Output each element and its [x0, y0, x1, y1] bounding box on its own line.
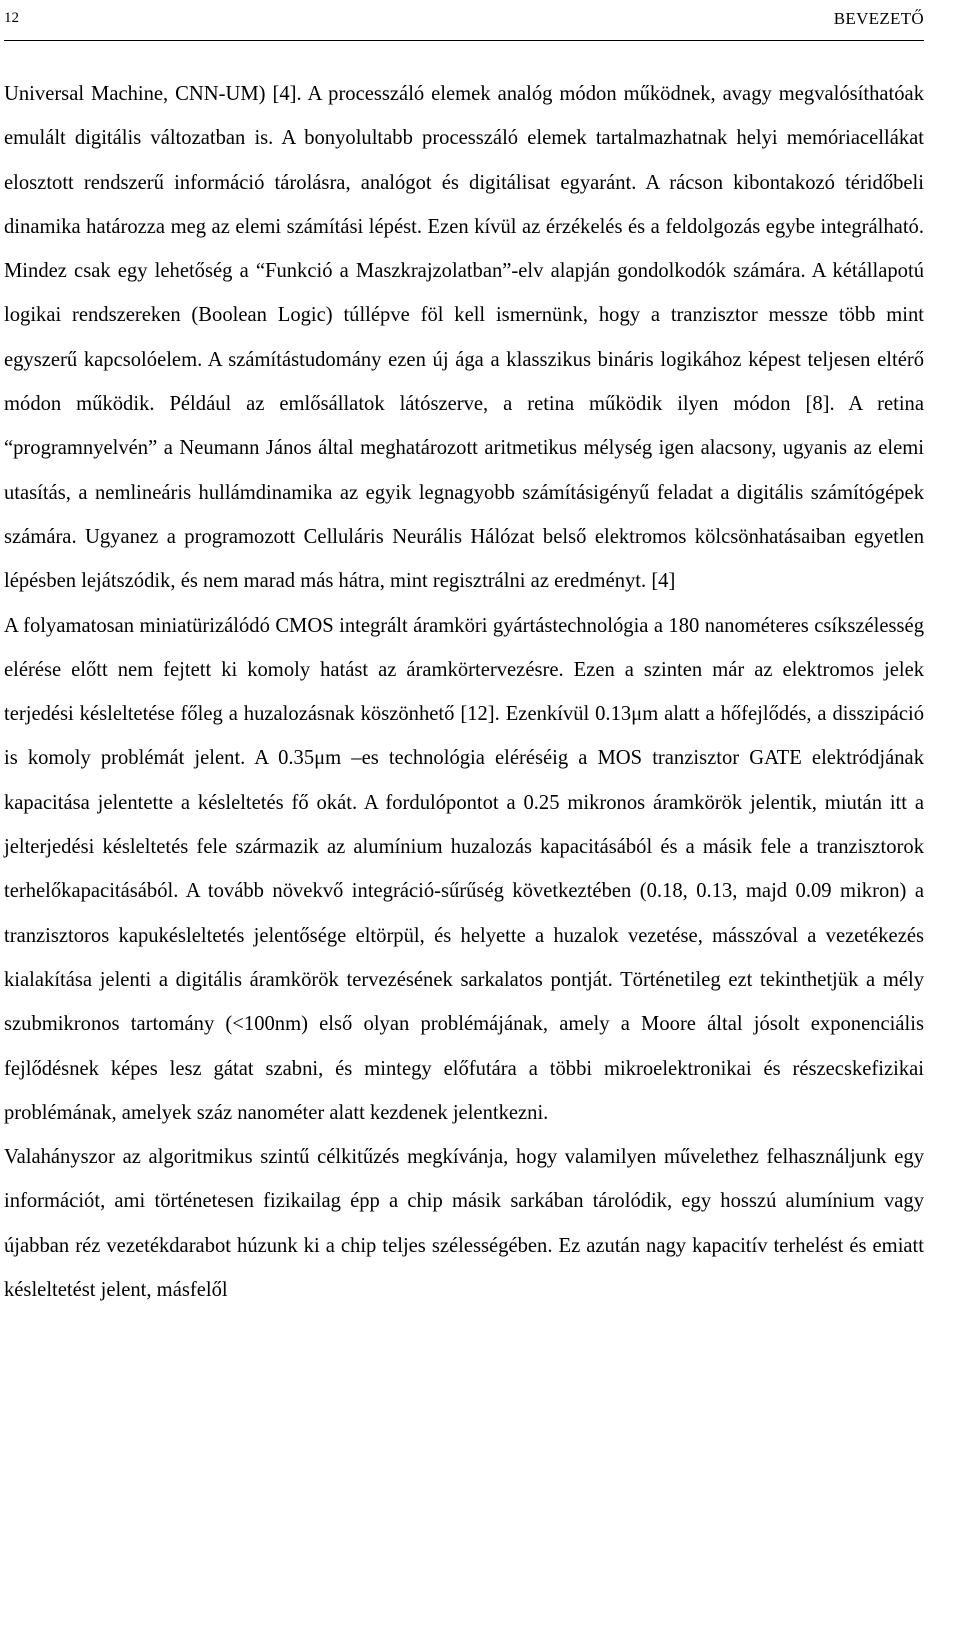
paragraph-1: Universal Machine, CNN-UM) [4]. A processzáló elemek analóg módon működnek, avagy megvalósíthatóak emulált digitális változatban is. A bonyolultabb processzáló elemek tartalmazhatnak helyi memóriacellákat elosztott rendszerű információ tárolásra, analógot és digitálisat egyaránt. A rácson kibontakozó téridőbeli dinamika határozza meg az elemi számítási lépést. Ezen kívül az érzékelés és a feldolgozás egybe integrálható. Mindez csak egy lehetőség a “Funkció a Maszkrajzolatban”-elv alapján gondolkodók számára. A kétállapotú logikai rendszereken (Boolean Logic) túllépve föl kell ismernünk, hogy a tranzisztor messze több mint egyszerű kapcsolóelem. A számítástudomány ezen új ága a klasszikus bináris logikához képest teljesen eltérő módon működik. Például az emlősállatok látószerve, a retina működik ilyen módon [8]. A retina “programnyelvén” a Neumann János által meghatározott aritmetikus mélység igen alacsony, ugyanis az elemi utasítás, a nemlineáris hullámdinamika az egyik legnagyobb számításigényű feladat a digitális számítógépek számára. Ugyanez a programozott Celluláris Neurális Hálózat belső elektromos kölcsönhatásaiban egyetlen lépésben lejátszódik, és nem marad más hátra, mint regisztrálni az eredményt. [4]: [4, 83, 924, 593]
running-head: BEVEZETŐ: [833, 9, 924, 28]
body-text: [4, 72, 924, 1312]
page-header: [4, 4, 924, 41]
paragraph-3: Valahányszor az algoritmikus szintű célkitűzés megkívánja, hogy valamilyen művelethez felhasználjunk egy információt, ami történetesen fizikailag épp a chip másik sarkában tárolódik, egy hosszú alumínium vagy újabban réz vezetékdarabot húzunk ki a chip teljes szélességében. Ez azután nagy kapacitív terhelést és emiatt késleltetést jelent, másfelől: [4, 1146, 924, 1302]
page-number: 12: [4, 10, 19, 26]
paragraph-2: A folyamatosan miniatürizálódó CMOS integrált áramköri gyártástechnológia a 180 nanométeres csíkszélesség elérése előtt nem fejtett ki komoly hatást az áramkörtervezésre. Ezen a szinten már az elektromos jelek terjedési késleltetése főleg a huzalozásnak köszönhető [12]. Ezenkívül 0.13μm alatt a hőfejlődés, a disszipáció is komoly problémát jelent. A 0.35μm –es technológia eléréséig a MOS tranzisztor GATE elektródjának kapacitása jelentette a késleltetés fő okát. A fordulópontot a 0.25 mikronos áramkörök jelentik, miután itt a jelterjedési késleltetés fele származik az alumínium huzalozás kapacitásából és a másik fele a tranzisztorok terhelőkapacitásából. A tovább növekvő integráció-sűrűség következtében (0.18, 0.13, majd 0.09 mikron) a tranzisztoros kapukésleltetés jelentősége eltörpül, és helyette a huzalok vezetése, másszóval a vezetékezés kialakítása jelenti a digitális áramkörök tervezésének sarkalatos pontját. Történetileg ezt tekinthetjük a mély szubmikronos tartomány (<100nm) első olyan problémájának, amely a Moore által jósolt exponenciális fejlődésnek képes lesz gátat szabni, és mintegy előfutára a többi mikroelektronikai és részecskefizikai problémának, amelyek száz nanométer alatt kezdenek jelentkezni.: [4, 614, 924, 1124]
